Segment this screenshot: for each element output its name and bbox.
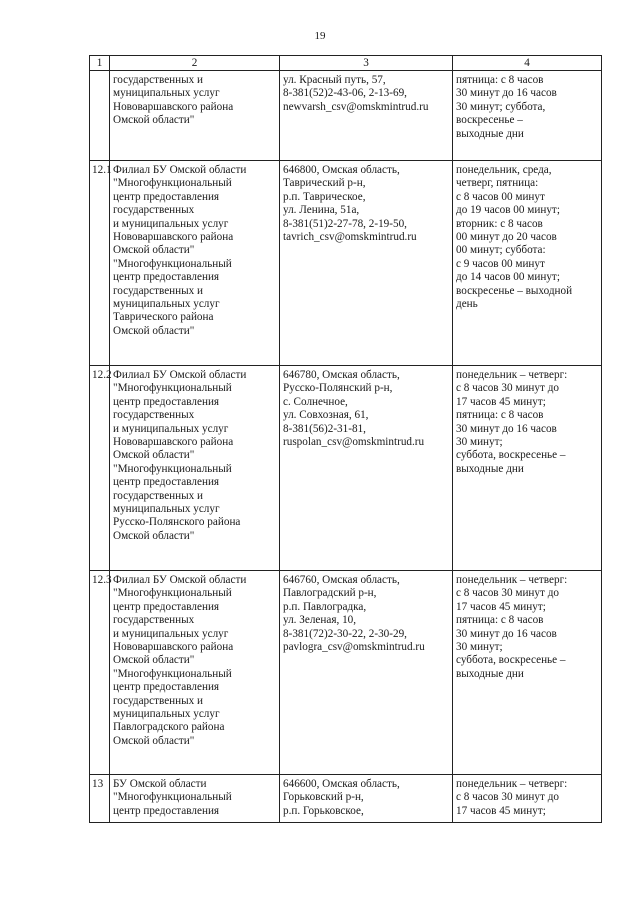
text-line: с 8 часов 30 минут до [456,382,559,395]
organization-address [280,71,453,161]
text-line: 30 минут до 16 часов [456,422,557,435]
text-line: четверг, пятница: [456,177,539,190]
text-line: "Многофункциональный [113,462,232,475]
text-line: с 8 часов 00 минут [456,190,545,203]
text-line: 8-381(52)2-43-06, 2-13-69, [283,87,407,100]
text-line: Русско-Полянский р-н, [283,382,393,395]
text-line: 30 минут до 16 часов [456,87,557,100]
text-line: "Многофункциональный [113,587,232,600]
text-line: Нововаршавского района [113,100,234,113]
organization-name [110,775,280,823]
text-line: Филиал БУ Омской области [113,574,247,586]
text-line: и муниципальных услуг [113,422,229,435]
text-line: центр предоставления [113,395,220,408]
organization-name [110,161,280,366]
text-line: 646600, Омская область, [283,778,400,790]
text-line: ул. Ленина, 51а, [283,204,360,217]
text-line: до 19 часов 00 минут; [456,204,560,217]
text-line: суббота, воскресенье – [456,654,566,667]
text-line: выходные дни [456,462,524,475]
text-line: Горьковский р-н, [283,791,364,804]
branches-table [89,55,602,823]
text-line: Павлоградского района [113,721,225,734]
working-hours [453,366,602,571]
text-line: pavlogra_csv@omskmintrud.ru [283,641,425,654]
text-line: центр предоставления [113,190,220,203]
text-line: понедельник – четверг: [456,574,568,586]
text-line: пятница: с 8 часов [456,74,544,86]
text-line: понедельник, среда, [456,164,552,176]
row-number [90,71,110,161]
text-line: "Многофункциональный [113,177,232,190]
text-line: центр предоставления [113,681,220,694]
text-line: государственных [113,204,195,217]
text-line: 646800, Омская область, [283,164,400,176]
working-hours [453,71,602,161]
text-line: воскресенье – выходной [456,284,573,297]
text-line: "Многофункциональный [113,667,232,680]
organization-address [280,775,453,823]
text-line: ул. Совхозная, 61, [283,409,369,422]
text-line: 8-381(56)2-31-81, [283,422,366,435]
text-line: 00 минут до 20 часов [456,231,557,244]
text-line: государственных и [113,694,204,707]
text-line: 30 минут; [456,641,503,654]
text-line: Филиал БУ Омской области [113,164,247,176]
text-line: р.п. Таврическое, [283,190,366,203]
row-number: 12.2 [90,366,110,571]
text-line: понедельник – четверг: [456,778,568,790]
organization-address [280,571,453,775]
text-line: центр предоставления [113,476,220,489]
text-line: государственных и [113,489,204,502]
page-number: 19 [314,30,326,42]
text-line: пятница: с 8 часов [456,614,544,627]
text-line: Омской области" [113,324,195,337]
row-number: 13 [90,775,110,823]
row-number: 12.3 [90,571,110,775]
working-hours [453,161,602,366]
organization-address [280,366,453,571]
table-row [90,366,602,571]
text-line: 00 минут; суббота: [456,244,546,257]
text-line: ruspolan_csv@omskmintrud.ru [283,436,425,449]
text-line: с 9 часов 00 минут [456,257,545,270]
row-number: 12.1 [90,161,110,366]
text-line: центр предоставления [113,271,220,284]
working-hours [453,775,602,823]
text-line: Омской области" [113,654,195,667]
text-line: 30 минут; [456,436,503,449]
text-line: 17 часов 45 минут; [456,804,546,817]
text-line: 8-381(51)2-27-78, 2-19-50, [283,217,407,230]
table-row [90,161,602,366]
text-line: Таврический р-н, [283,177,366,190]
text-line: суббота, воскресенье – [456,449,566,462]
organization-name [110,71,280,161]
text-line: Нововаршавского района [113,641,234,654]
text-line: государственных и [113,284,204,297]
text-line: государственных [113,614,195,627]
organization-name [110,366,280,571]
text-line: воскресенье – [456,114,523,127]
text-line: Таврического района [113,311,214,324]
organization-name [110,571,280,775]
text-line: центр предоставления [113,600,220,613]
text-line: муниципальных услуг [113,87,220,100]
text-line: Омской области" [113,734,195,747]
text-line: "Многофункциональный [113,257,232,270]
text-line: "Многофункциональный [113,791,232,804]
text-line: до 14 часов 00 минут; [456,271,560,284]
text-line: ул. Зеленая, 10, [283,614,357,627]
text-line: Нововаршавского района [113,436,234,449]
text-line: Русско-Полянского района [113,516,241,529]
column-header: 2 [110,56,280,71]
text-line: выходные дни [456,667,524,680]
text-line: и муниципальных услуг [113,627,229,640]
text-line: понедельник – четверг: [456,369,568,381]
table-row [90,571,602,775]
text-line: Нововаршавского района [113,231,234,244]
column-header: 4 [453,56,602,71]
text-line: с 8 часов 30 минут до [456,587,559,600]
text-line: Омской области" [113,114,195,127]
text-line: день [456,298,478,311]
text-line: с. Солнечное, [283,395,348,408]
text-line: выходные дни [456,127,524,140]
working-hours [453,571,602,775]
text-line: tavrich_csv@omskmintrud.ru [283,231,417,244]
text-line: 17 часов 45 минут; [456,395,546,408]
text-line: 646780, Омская область, [283,369,400,381]
column-header: 3 [280,56,453,71]
organization-address [280,161,453,366]
text-line: государственных [113,409,195,422]
text-line: 646760, Омская область, [283,574,400,586]
table-row [90,71,602,161]
text-line: newvarsh_csv@omskmintrud.ru [283,100,429,113]
text-line: Омской области" [113,244,195,257]
text-line: 17 часов 45 минут; [456,600,546,613]
text-line: 30 минут; суббота, [456,100,546,113]
text-line: муниципальных услуг [113,298,220,311]
text-line: Филиал БУ Омской области [113,369,247,381]
text-line: БУ Омской области [113,778,207,790]
table-header-row [90,56,602,71]
text-line: Омской области" [113,529,195,542]
text-line: р.п. Павлоградка, [283,600,367,613]
text-line: 8-381(72)2-30-22, 2-30-29, [283,627,407,640]
table-row [90,775,602,823]
text-line: муниципальных услуг [113,708,220,721]
text-line: муниципальных услуг [113,503,220,516]
column-header: 1 [90,56,110,71]
text-line: центр предоставления [113,804,220,817]
text-line: с 8 часов 30 минут до [456,791,559,804]
text-line: 30 минут до 16 часов [456,627,557,640]
text-line: р.п. Горьковское, [283,804,364,817]
text-line: "Многофункциональный [113,382,232,395]
text-line: государственных и [113,74,204,86]
text-line: пятница: с 8 часов [456,409,544,422]
text-line: Павлоградский р-н, [283,587,377,600]
text-line: вторник: с 8 часов [456,217,543,230]
text-line: Омской области" [113,449,195,462]
text-line: ул. Красный путь, 57, [283,74,386,86]
text-line: и муниципальных услуг [113,217,229,230]
